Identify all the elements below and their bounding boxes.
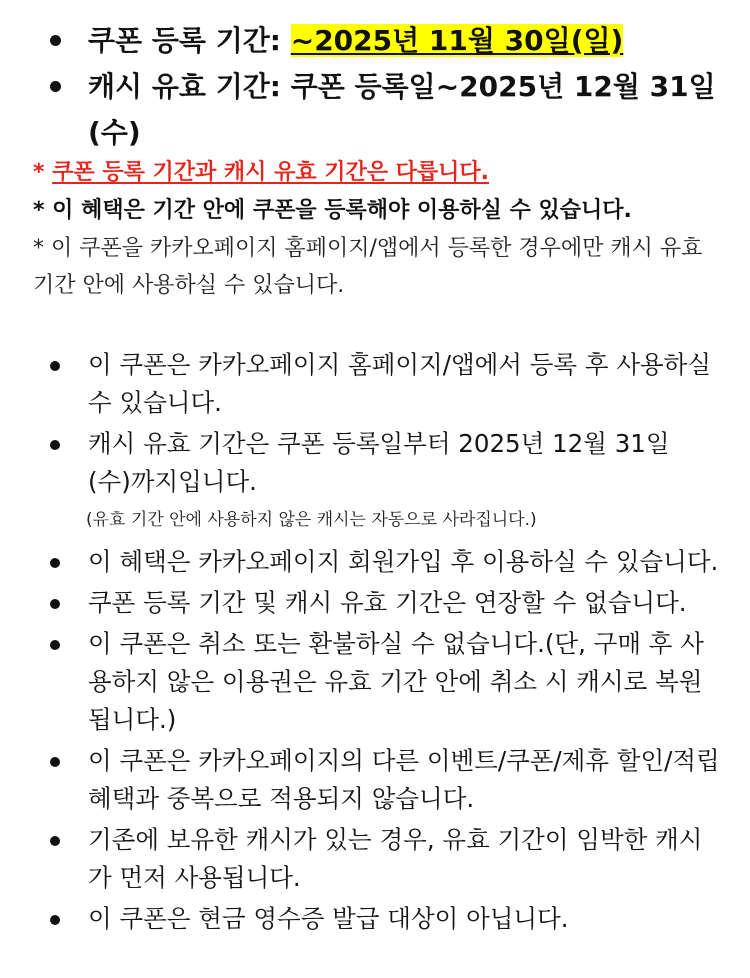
coupon-registration-period <box>0 18 720 64</box>
list-item <box>0 821 720 897</box>
notice-block <box>33 154 723 304</box>
bullet-dot <box>50 81 61 92</box>
period-difference-warning <box>33 154 723 192</box>
validity-period-value: 쿠폰 등록일~2025년 12월 31일 (수) <box>88 70 716 149</box>
list-item-text: 이 쿠폰은 취소 또는 환불하실 수 없습니다.(단, 구매 후 사용하지 않은 이용권은 유효 기간 안에 취소 시 캐시로 복원됩니다.) <box>88 629 704 734</box>
list-item-text: 이 혜택은 카카오페이지 회원가입 후 이용하실 수 있습니다. <box>88 547 719 576</box>
bullet-dot <box>50 440 60 450</box>
list-item <box>0 584 720 622</box>
list-item <box>0 625 720 739</box>
expiry-sub-note: (유효 기간 안에 사용하지 않은 캐시는 자동으로 사라집니다.) <box>86 510 537 530</box>
list-item <box>0 425 720 501</box>
bullet-dot <box>50 35 61 46</box>
list-item <box>0 900 720 938</box>
list-item-text: 쿠폰 등록 기간 및 캐시 유효 기간은 연장할 수 없습니다. <box>88 588 687 617</box>
usage-condition-note: * 이 쿠폰을 카카오페이지 홈페이지/앱에서 등록한 경우에만 캐시 유효 기간 안에 사용하실 수 있습니다. <box>33 236 703 298</box>
registration-required-note: * 이 혜택은 기간 안에 쿠폰을 등록해야 이용하실 수 있습니다. <box>33 198 632 223</box>
list-item <box>0 543 720 581</box>
warning-text: 쿠폰 등록 기간과 캐시 유효 기간은 다릅니다. <box>52 160 490 185</box>
list-item <box>0 346 720 422</box>
period-summary-list <box>0 18 720 156</box>
bullet-dot <box>50 599 60 609</box>
list-item-text: 기존에 보유한 캐시가 있는 경우, 유효 기간이 임박한 캐시가 먼저 사용됩니다. <box>88 825 703 892</box>
bullet-dot <box>50 558 60 568</box>
warning-asterisk: * <box>33 160 53 185</box>
list-item-text: 이 쿠폰은 카카오페이지 홈페이지/앱에서 등록 후 사용하실 수 있습니다. <box>88 350 711 417</box>
validity-period-label: 캐시 유효 기간: <box>88 70 291 103</box>
registration-period-label: 쿠폰 등록 기간: <box>88 24 291 57</box>
bullet-dot <box>50 836 60 846</box>
terms-list <box>0 346 720 941</box>
registration-period-value: ~2025년 11월 30일(일) <box>290 24 624 57</box>
list-item-text: 이 쿠폰은 현금 영수증 발급 대상이 아닙니다. <box>88 904 569 933</box>
bullet-dot <box>50 361 60 371</box>
bullet-dot <box>50 915 60 925</box>
list-item-text: 캐시 유효 기간은 쿠폰 등록일부터 2025년 12월 31일 (수)까지입니다. <box>88 429 670 496</box>
bullet-dot <box>50 640 60 650</box>
list-item <box>0 742 720 818</box>
list-item-text: 이 쿠폰은 카카오페이지의 다른 이벤트/쿠폰/제휴 할인/적립 혜택과 중복으로 적용되지 않습니다. <box>88 746 720 813</box>
bullet-dot <box>50 757 60 767</box>
cash-validity-period <box>0 64 720 156</box>
